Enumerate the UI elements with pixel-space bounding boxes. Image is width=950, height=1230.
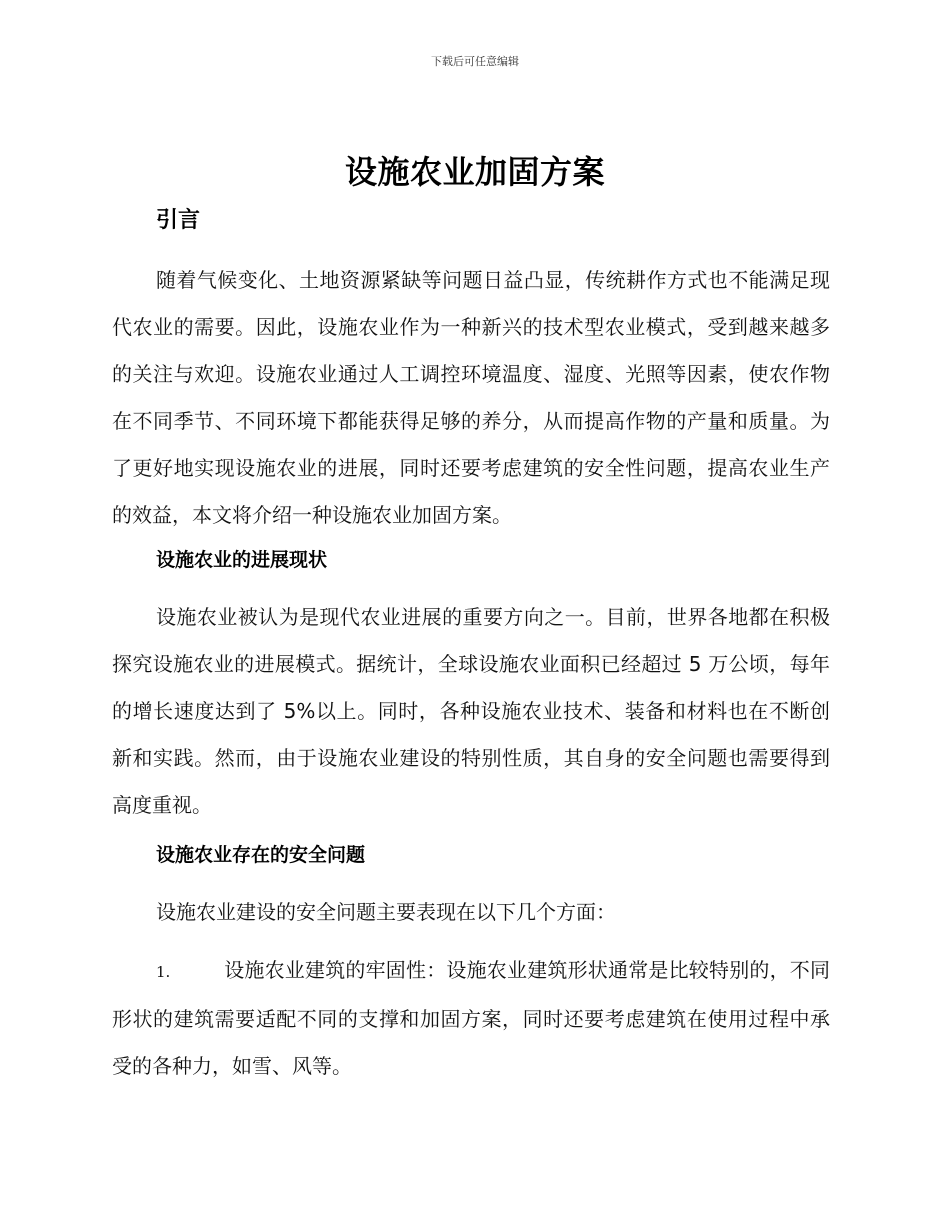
safety-issues-intro: 设施农业建设的安全问题主要表现在以下几个方面：: [156, 900, 616, 924]
introduction-paragraph: 随着气候变化、土地资源紧缺等问题日益凸显，传统耕作方式也不能满足现代农业的需要。因此，设施农业作为一种新兴的技术型农业模式，受到越来越多的关注与欢迎。设施农业通过人工调控环境温度、湿度、光照等因素，使农作物在不同季节、不同环境下都能获得足够的养分，从而提高作物的产量和质量。为了更好地实现设施农业的进展，同时还要考虑建筑的安全性问题，提高农业生产的效益，本文将介绍一种设施农业加固方案。: [112, 268, 830, 527]
page-header-note: 下载后可任意编辑: [431, 55, 519, 68]
safety-issue-list-item: [112, 947, 830, 1090]
section-heading-status: 设施农业的进展现状: [156, 549, 328, 571]
list-item-number: 1.: [156, 963, 171, 981]
section-heading-introduction: 引言: [156, 208, 201, 233]
list-item-text: 设施农业建筑的牢固性：设施农业建筑形状通常是比较特别的，不同形状的建筑需要适配不同的支撑和加固方案，同时还要考虑建筑在使用过程中承受的各种力，如雪、风等。: [112, 958, 830, 1078]
document-title: 设施农业加固方案: [344, 153, 605, 191]
status-paragraph: 设施农业被认为是现代农业进展的重要方向之一。目前，世界各地都在积极探究设施农业的进展模式。据统计，全球设施农业面积已经超过 5 万公顷，每年的增长速度达到了 5%以上。同时，各种设施农业技术、装备和材料也在不断创新和实践。然而，由于设施农业建设的特别性质，其自身的安全问题也需要得到高度重视。: [112, 605, 830, 817]
section-heading-safety-issues: 设施农业存在的安全问题: [156, 844, 366, 866]
